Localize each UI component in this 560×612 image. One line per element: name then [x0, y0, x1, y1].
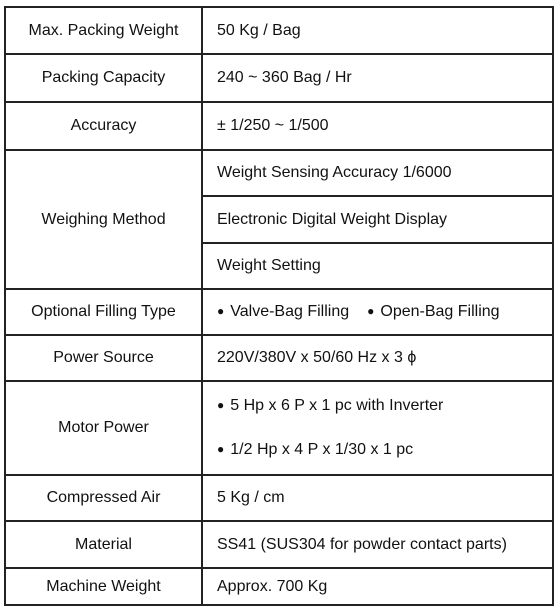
power-source-label: Power Source	[6, 336, 203, 382]
bullet-icon: ●	[367, 304, 375, 318]
max-packing-weight-label: Max. Packing Weight	[6, 8, 203, 55]
weighing-method-label: Weighing Method	[6, 151, 203, 290]
material-value: SS41 (SUS304 for powder contact parts)	[203, 522, 552, 569]
motor-power-option-1: 5 Hp x 6 P x 1 pc with Inverter	[230, 397, 444, 414]
bullet-icon: ●	[217, 442, 225, 456]
compressed-air-value: 5 Kg / cm	[203, 476, 552, 522]
bullet-icon: ●	[217, 304, 225, 318]
packing-capacity-label: Packing Capacity	[6, 55, 203, 103]
machine-weight-value: Approx. 700 Kg	[217, 577, 328, 595]
weighing-method-value-2: Electronic Digital Weight Display	[203, 197, 552, 244]
accuracy-value: ± 1/250 ~ 1/500	[203, 103, 552, 151]
motor-power-option-2: 1/2 Hp x 4 P x 1/30 x 1 pc	[230, 441, 414, 458]
weighing-method-value-1: Weight Sensing Accuracy 1/6000	[203, 151, 552, 197]
optional-filling-type-value	[203, 290, 552, 336]
motor-power-line-2	[217, 428, 552, 472]
optional-filling-type-label: Optional Filling Type	[6, 290, 203, 336]
packing-capacity-value: 240 ~ 360 Bag / Hr	[203, 55, 552, 103]
spec-table	[4, 6, 554, 606]
motor-power-label: Motor Power	[6, 382, 203, 476]
filling-option-valve: Valve-Bag Filling	[230, 303, 350, 320]
bullet-icon: ●	[217, 398, 225, 412]
filling-option-open: Open-Bag Filling	[380, 303, 500, 320]
accuracy-label: Accuracy	[6, 103, 203, 151]
material-label: Material	[6, 522, 203, 569]
power-source-value: 220V/380V x 50/60 Hz x 3 ϕ	[203, 336, 552, 382]
weighing-method-value-3: Weight Setting	[203, 244, 552, 290]
motor-power-values	[203, 382, 552, 476]
compressed-air-label: Compressed Air	[6, 476, 203, 522]
max-packing-weight-value: 50 Kg / Bag	[203, 8, 552, 55]
machine-weight-label: Machine Weight	[6, 569, 203, 604]
motor-power-line-1	[217, 384, 552, 428]
